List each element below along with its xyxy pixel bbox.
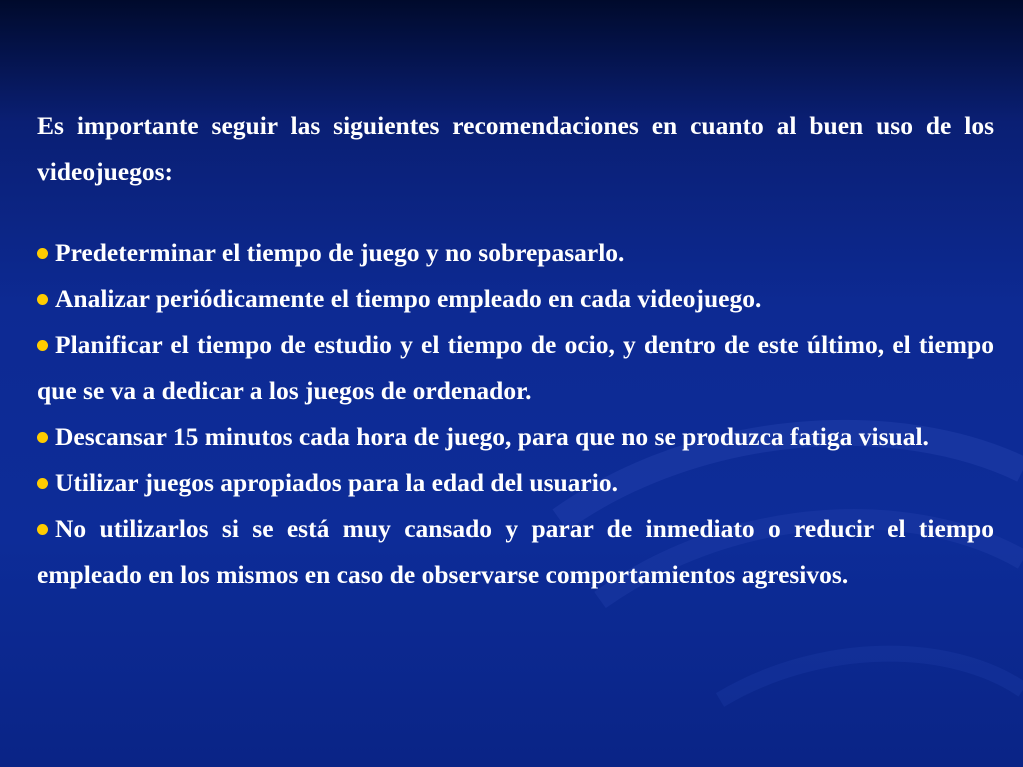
- list-item-text: Predeterminar el tiempo de juego y no sobrepasarlo.: [55, 238, 625, 267]
- list-item: [37, 276, 994, 322]
- list-item-text: Analizar periódicamente el tiempo empleado en cada videojuego.: [55, 284, 762, 313]
- recommendations-list: [37, 230, 994, 598]
- bullet-icon: [37, 248, 48, 259]
- list-item: [37, 230, 994, 276]
- bullet-icon: [37, 294, 48, 305]
- list-item: [37, 506, 994, 598]
- list-item-text: Planificar el tiempo de estudio y el tiempo de ocio, y dentro de este último, el tiempo que se va a dedicar a los juegos de ordenador.: [37, 330, 994, 405]
- intro-paragraph: Es importante seguir las siguientes recomendaciones en cuanto al buen uso de los videojuegos:: [37, 111, 994, 186]
- bullet-icon: [37, 524, 48, 535]
- list-item: [37, 414, 994, 460]
- list-item: [37, 460, 994, 506]
- bullet-icon: [37, 340, 48, 351]
- list-item-text: Utilizar juegos apropiados para la edad del usuario.: [55, 468, 618, 497]
- list-item-text: No utilizarlos si se está muy cansado y parar de inmediato o reducir el tiempo empleado en los mismos en caso de observarse comportamientos agresivos.: [37, 514, 994, 589]
- list-item: [37, 322, 994, 414]
- bullet-icon: [37, 432, 48, 443]
- list-item-text: Descansar 15 minutos cada hora de juego, para que no se produzca fatiga visual.: [55, 422, 929, 451]
- bullet-icon: [37, 478, 48, 489]
- slide-body: [37, 103, 994, 598]
